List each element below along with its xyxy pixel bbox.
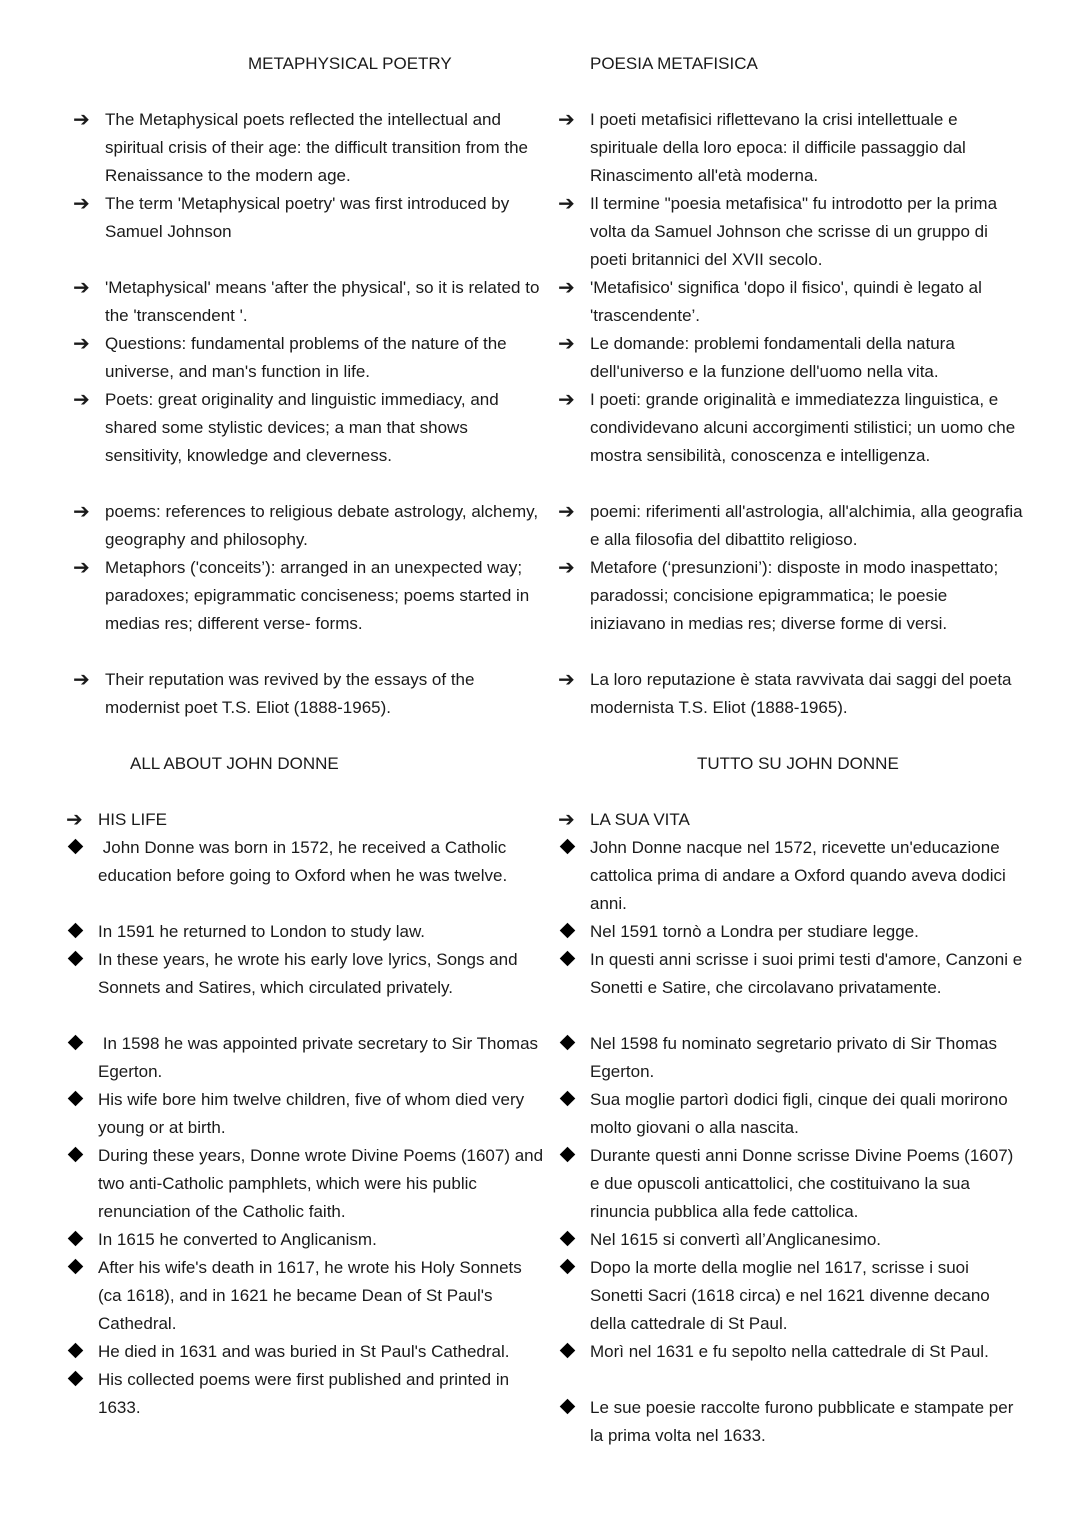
arrow-bullet-icon: ➔	[558, 809, 575, 831]
arrow-bullet-icon: ➔	[558, 501, 575, 523]
list-item-it	[556, 1394, 1026, 1450]
item-text: The Metaphysical poets reflected the intellectual and spiritual crisis of their age: the difficult transition from the Renaissance to the modern age.	[105, 110, 528, 185]
item-text: I poeti metafisici riflettevano la crisi intellettuale e spirituale della loro epoca: il difficile passaggio dal Rinascimento all'età moderna.	[590, 110, 966, 185]
diamond-bullet-icon	[68, 839, 84, 855]
list-item-en	[70, 554, 540, 638]
diamond-bullet-icon	[560, 1343, 576, 1359]
section-title-all-about-john-donne: ALL ABOUT JOHN DONNE	[130, 754, 339, 773]
diamond-bullet-icon	[560, 1147, 576, 1163]
item-text: Questions: fundamental problems of the nature of the universe, and man's function in life.	[105, 334, 507, 381]
item-text: HIS LIFE	[98, 810, 167, 829]
list-item-it	[556, 498, 1026, 554]
list-item-it	[556, 1030, 1026, 1086]
list-item-it	[556, 834, 1026, 918]
arrow-bullet-icon: ➔	[73, 557, 90, 579]
arrow-bullet-icon: ➔	[558, 389, 575, 411]
list-item-it	[556, 666, 1026, 722]
list-item-it	[556, 554, 1026, 638]
list-item-it	[556, 190, 1026, 274]
item-text: John Donne was born in 1572, he received a Catholic education before going to Oxford when he was twelve.	[98, 838, 512, 885]
list-item-en	[70, 666, 540, 722]
item-text: poems: references to religious debate astrology, alchemy, geography and philosophy.	[105, 502, 539, 549]
list-item-it	[556, 1226, 1026, 1254]
arrow-bullet-icon: ➔	[558, 277, 575, 299]
item-text: In questi anni scrisse i suoi primi testi d'amore, Canzoni e Sonetti e Satire, che circolavano privatamente.	[590, 950, 1023, 997]
item-text: Poets: great originality and linguistic immediacy, and shared some stylistic devices; a man that shows sensitivity, knowledge and cleverness.	[105, 390, 499, 465]
diamond-bullet-icon	[68, 951, 84, 967]
list-item-en	[64, 946, 544, 1002]
item-text: Dopo la morte della moglie nel 1617, scrisse i suoi Sonetti Sacri (1618 circa) e nel 1621 divenne decano della cattedrale di St Paul.	[590, 1258, 990, 1333]
list-item-en	[64, 918, 544, 946]
diamond-bullet-icon	[68, 923, 84, 939]
diamond-bullet-icon	[68, 1259, 84, 1275]
item-text: La loro reputazione è stata ravvivata dai saggi del poeta modernista T.S. Eliot (1888-1965).	[590, 670, 1012, 717]
list-item-en	[70, 330, 540, 386]
diamond-bullet-icon	[560, 951, 576, 967]
list-item-it	[556, 330, 1026, 386]
list-item-it	[556, 946, 1026, 1002]
section-title-tutto-su-john-donne: TUTTO SU JOHN DONNE	[697, 754, 899, 773]
diamond-bullet-icon	[560, 923, 576, 939]
list-item-it	[556, 106, 1026, 190]
list-item-it	[556, 386, 1026, 470]
item-text: His collected poems were first published and printed in 1633.	[98, 1370, 510, 1417]
arrow-bullet-icon: ➔	[558, 669, 575, 691]
item-text: In 1615 he converted to Anglicanism.	[98, 1230, 377, 1249]
list-item-en	[70, 274, 540, 330]
list-item-it	[556, 1254, 1026, 1338]
diamond-bullet-icon	[68, 1371, 84, 1387]
diamond-bullet-icon	[560, 1399, 576, 1415]
list-item-it	[556, 1338, 1026, 1366]
item-text: 'Metaphysical' means 'after the physical', so it is related to the 'transcendent '.	[105, 278, 540, 325]
section-title-poesia-metafisica: POESIA METAFISICA	[590, 54, 758, 73]
item-text: Metaphors ('conceits’): arranged in an unexpected way; paradoxes; epigrammatic conciseness; poems started in medias res; different verse- forms.	[105, 558, 530, 633]
arrow-bullet-icon: ➔	[558, 109, 575, 131]
list-item-en	[64, 1030, 544, 1086]
list-item-en	[70, 498, 540, 554]
item-text: Durante questi anni Donne scrisse Divine Poems (1607) e due opuscoli anticattolici, che costituivano la sua rinuncia pubblica alla fede cattolica.	[590, 1146, 1014, 1221]
item-text: Nel 1615 si convertì all’Anglicanesimo.	[590, 1230, 882, 1249]
subheading-his-life	[64, 806, 544, 834]
item-text: Morì nel 1631 e fu sepolto nella cattedrale di St Paul.	[590, 1342, 989, 1361]
diamond-bullet-icon	[68, 1147, 84, 1163]
item-text: The term 'Metaphysical poetry' was first introduced by Samuel Johnson	[105, 194, 510, 241]
item-text: Il termine "poesia metafisica" fu introdotto per la prima volta da Samuel Johnson che scrisse di un gruppo di poeti britannici del XVII secolo.	[590, 194, 998, 269]
item-text: In these years, he wrote his early love lyrics, Songs and Sonnets and Satires, which circulated privately.	[98, 950, 518, 997]
diamond-bullet-icon	[68, 1343, 84, 1359]
list-item-en	[70, 386, 540, 470]
item-text: Le domande: problemi fondamentali della natura dell'universo e la funzione dell'uomo nella vita.	[590, 334, 955, 381]
list-item-it	[556, 1086, 1026, 1142]
item-text: After his wife's death in 1617, he wrote his Holy Sonnets (ca 1618), and in 1621 he became Dean of St Paul's Cathedral.	[98, 1258, 522, 1333]
arrow-bullet-icon: ➔	[73, 669, 90, 691]
item-text: In 1598 he was appointed private secretary to Sir Thomas Egerton.	[98, 1034, 543, 1081]
arrow-bullet-icon: ➔	[558, 557, 575, 579]
item-text: John Donne nacque nel 1572, ricevette un'educazione cattolica prima di andare a Oxford quando aveva dodici anni.	[590, 838, 1006, 913]
diamond-bullet-icon	[560, 1231, 576, 1247]
item-text: Nel 1598 fu nominato segretario privato di Sir Thomas Egerton.	[590, 1034, 997, 1081]
list-item-en	[64, 1254, 544, 1338]
diamond-bullet-icon	[560, 1035, 576, 1051]
item-text: During these years, Donne wrote Divine Poems (1607) and two anti-Catholic pamphlets, which were his public renunciation of the Catholic faith.	[98, 1146, 544, 1221]
diamond-bullet-icon	[68, 1035, 84, 1051]
item-text: Sua moglie partorì dodici figli, cinque dei quali morirono molto giovani o alla nascita.	[590, 1090, 1008, 1137]
diamond-bullet-icon	[560, 1259, 576, 1275]
list-item-en	[64, 834, 544, 890]
diamond-bullet-icon	[68, 1231, 84, 1247]
arrow-bullet-icon: ➔	[73, 109, 90, 131]
item-text: Their reputation was revived by the essays of the modernist poet T.S. Eliot (1888-1965).	[105, 670, 475, 717]
subheading-la-sua-vita	[556, 806, 1026, 834]
diamond-bullet-icon	[560, 1091, 576, 1107]
arrow-bullet-icon: ➔	[73, 389, 90, 411]
list-item-en	[64, 1226, 544, 1254]
item-text: 'Metafisico' significa 'dopo il fisico', quindi è legato al 'trascendente’.	[590, 278, 982, 325]
item-text: His wife bore him twelve children, five of whom died very young or at birth.	[98, 1090, 525, 1137]
list-item-it	[556, 274, 1026, 330]
arrow-bullet-icon: ➔	[73, 193, 90, 215]
item-text: LA SUA VITA	[590, 810, 690, 829]
list-item-en	[70, 106, 540, 190]
item-text: He died in 1631 and was buried in St Paul's Cathedral.	[98, 1342, 510, 1361]
arrow-bullet-icon: ➔	[66, 809, 83, 831]
item-text: In 1591 he returned to London to study law.	[98, 922, 426, 941]
arrow-bullet-icon: ➔	[73, 333, 90, 355]
item-text: poemi: riferimenti all'astrologia, all'alchimia, alla geografia e alla filosofia del dibattito religioso.	[590, 502, 1023, 549]
diamond-bullet-icon	[560, 839, 576, 855]
item-text: Metafore (‘presunzioni’): disposte in modo inaspettato; paradossi; concisione epigrammatica; le poesie iniziavano in medias res; diverse forme di versi.	[590, 558, 999, 633]
list-item-it	[556, 918, 1026, 946]
list-item-en	[64, 1086, 544, 1142]
arrow-bullet-icon: ➔	[73, 501, 90, 523]
arrow-bullet-icon: ➔	[558, 193, 575, 215]
diamond-bullet-icon	[68, 1091, 84, 1107]
list-item-en	[64, 1338, 544, 1366]
list-item-en	[70, 190, 540, 246]
arrow-bullet-icon: ➔	[558, 333, 575, 355]
list-item-en	[64, 1142, 544, 1226]
list-item-en	[64, 1366, 544, 1422]
section-title-metaphysical-poetry: METAPHYSICAL POETRY	[248, 54, 452, 73]
item-text: Le sue poesie raccolte furono pubblicate e stampate per la prima volta nel 1633.	[590, 1398, 1014, 1445]
arrow-bullet-icon: ➔	[73, 277, 90, 299]
list-item-it	[556, 1142, 1026, 1226]
item-text: I poeti: grande originalità e immediatezza linguistica, e condividevano alcuni accorgimenti stilistici; un uomo che mostra sensibilità, conoscenza e intelligenza.	[590, 390, 1016, 465]
item-text: Nel 1591 tornò a Londra per studiare legge.	[590, 922, 919, 941]
